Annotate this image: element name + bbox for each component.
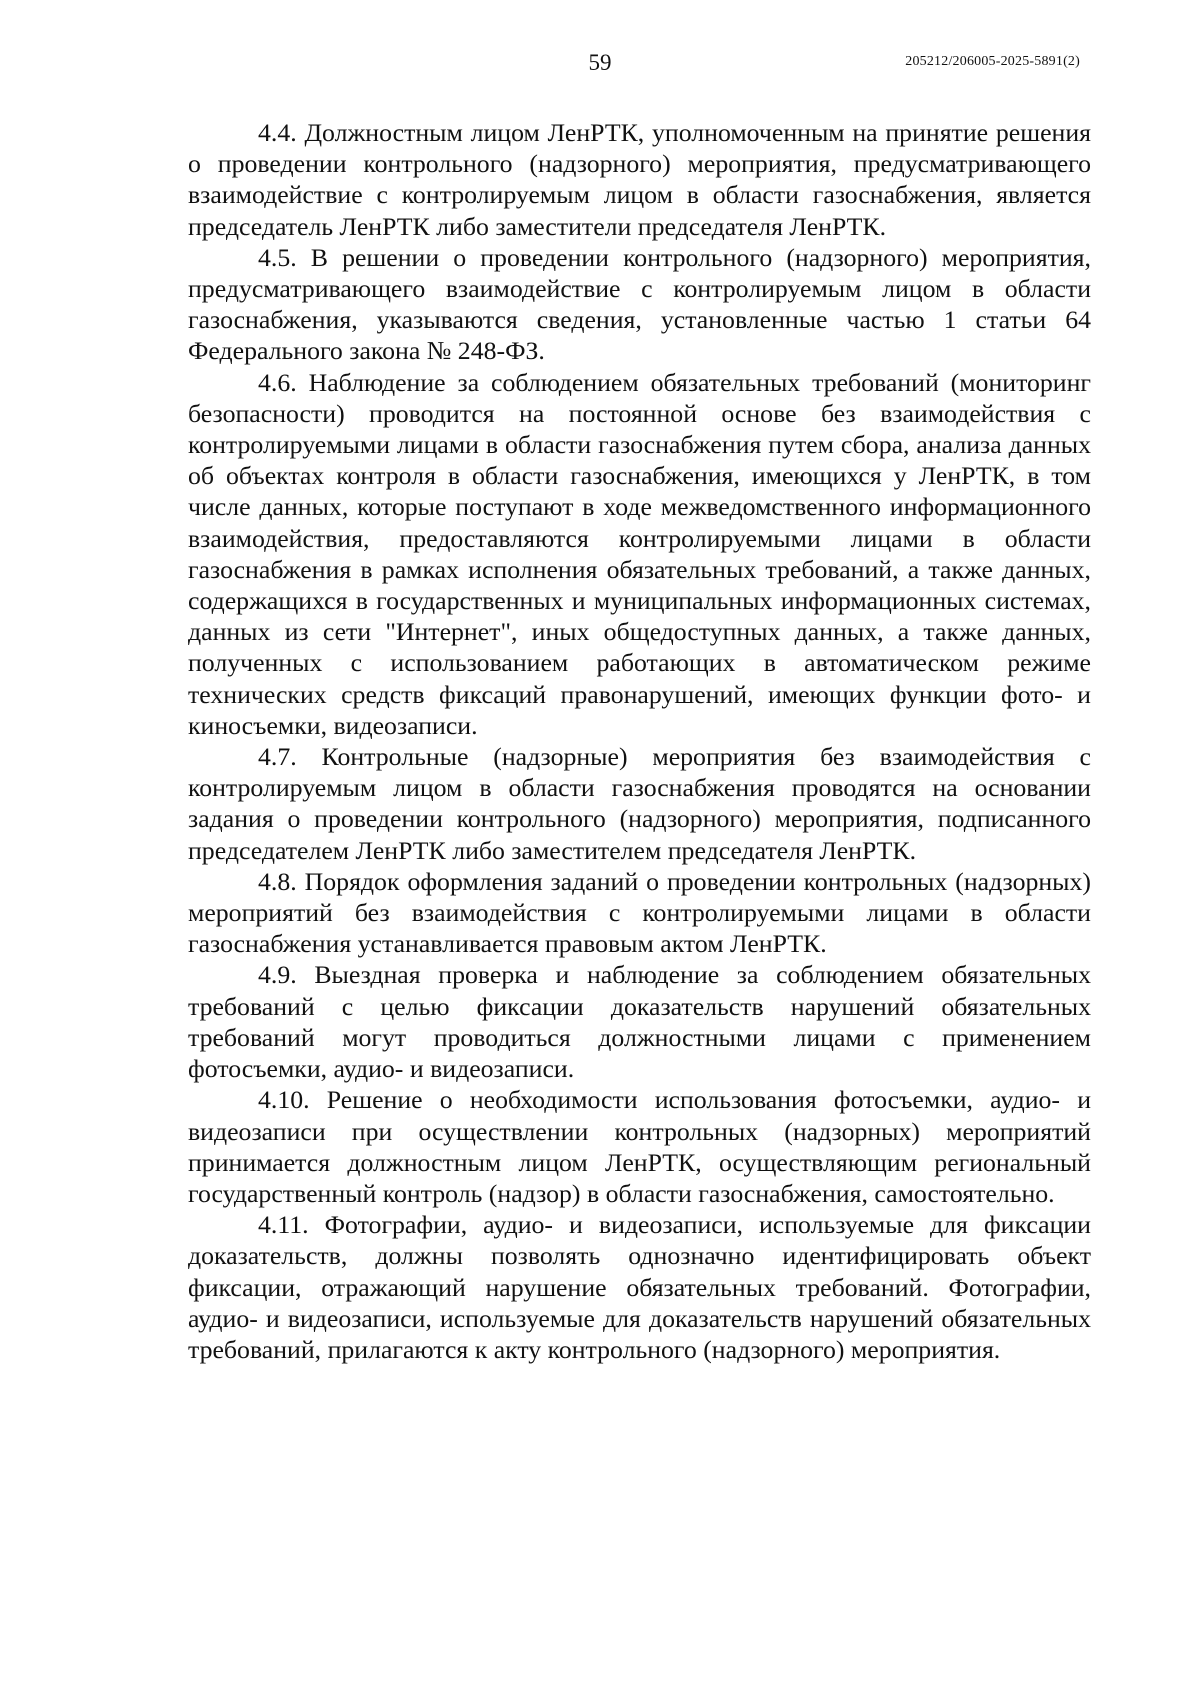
paragraph-4-10: 4.10. Решение о необходимости использования фотосъемки, аудио- и видеозаписи при осуществлении контрольных (надзорных) мероприятий принимается должностным лицом ЛенРТК, осуществляющим региональный государственный контроль (надзор) в области газоснабжения, самостоятельно. xyxy=(188,1085,1091,1208)
paragraph-4-8: 4.8. Порядок оформления заданий о проведении контрольных (надзорных) мероприятий без взаимодействия с контролируемыми лицами в области газоснабжения устанавливается правовым актом ЛенРТК. xyxy=(188,866,1091,959)
document-id: 205212/206005-2025-5891(2) xyxy=(905,54,1080,69)
paragraph-4-6: 4.6. Наблюдение за соблюдением обязательных требований (мониторинг безопасности) проводится на постоянной основе без взаимодействия с контролируемыми лицами в области газоснабжения путем сбора, анализа данных об объектах контроля в области газоснабжения, имеющихся у ЛенРТК, в том числе данных, которые поступают в ходе межведомственного информационного взаимодействия, предоставляются контролируемыми лицами в области газоснабжения в рамках исполнения обязательных требований, а также данных, содержащихся в государственных и муниципальных информационных системах, данных из сети "Интернет", иных общедоступных данных, а также данных, полученных с использованием работающих в автоматическом режиме технических средств фиксаций правонарушений, имеющих функции фото- и киносъемки, видеозаписи. xyxy=(188,367,1091,740)
paragraph-4-9: 4.9. Выездная проверка и наблюдение за соблюдением обязательных требований с целью фиксации доказательств нарушений обязательных требований могут проводиться должностными лицами с применением фотосъемки, аудио- и видеозаписи. xyxy=(188,960,1091,1084)
page-number: 59 xyxy=(588,50,612,75)
paragraph-4-7: 4.7. Контрольные (надзорные) мероприятия без взаимодействия с контролируемым лицом в области газоснабжения проводятся на основании задания о проведении контрольного (надзорного) мероприятия, подписанного председателем ЛенРТК либо заместителем председателя ЛенРТК. xyxy=(188,742,1091,865)
paragraph-4-11: 4.11. Фотографии, аудио- и видеозаписи, используемые для фиксации доказательств, должны позволять однозначно идентифицировать объект фиксации, отражающий нарушение обязательных требований. Фотографии, аудио- и видеозаписи, используемые для доказательств нарушений обязательных требований, прилагаются к акту контрольного (надзорного) мероприятия. xyxy=(188,1210,1091,1364)
paragraph-4-5: 4.5. В решении о проведении контрольного (надзорного) мероприятия, предусматривающего взаимодействие с контролируемым лицом в области газоснабжения, указываются сведения, установленные частью 1 статьи 64 Федерального закона № 248-ФЗ. xyxy=(188,242,1091,366)
document-body xyxy=(188,117,1091,1365)
paragraph-4-4: 4.4. Должностным лицом ЛенРТК, уполномоченным на принятие решения о проведении контрольного (надзорного) мероприятия, предусматривающего взаимодействие с контролируемым лицом в области газоснабжения, является председатель ЛенРТК либо заместители председателя ЛенРТК. xyxy=(188,118,1091,241)
